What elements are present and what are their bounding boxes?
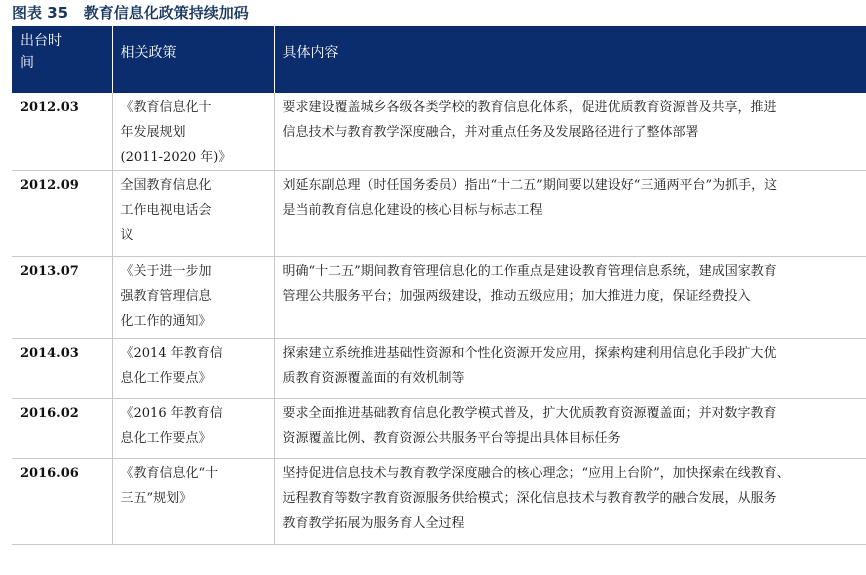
content-line: 要求全面推进基础教育信息化教学模式普及，扩大优质教育资源覆盖面；并对数字教育: [282, 406, 777, 421]
policy-line: 强教育管理信息: [120, 289, 212, 304]
table-row: [12, 459, 866, 545]
row-policy: [112, 399, 274, 459]
policy-line: 息化工作要点》: [120, 431, 212, 446]
row-policy: [112, 93, 274, 171]
content-line: 探索建立系统推进基础性资源和个性化资源开发应用，探索构建利用信息化手段扩大优: [282, 346, 777, 361]
header-time: [12, 26, 112, 93]
table-row: [12, 257, 866, 339]
row-content: [274, 459, 866, 545]
table-header-row: [12, 26, 866, 93]
row-policy: [112, 257, 274, 339]
policy-line: 工作电视电话会: [120, 203, 212, 218]
table-row: [12, 93, 866, 171]
table-row: [12, 339, 866, 399]
policy-line: (2011-2020 年)》: [120, 150, 232, 165]
header-content: 具体内容: [274, 26, 866, 93]
row-policy: [112, 459, 274, 545]
content-line: 要求建设覆盖城乡各级各类学校的教育信息化体系，促进优质教育资源普及共享，推进: [282, 100, 777, 115]
policy-line: 《2016 年教育信: [120, 406, 223, 421]
policy-line: 《2014 年教育信: [120, 346, 223, 361]
content-line: 教育教学拓展为服务育人全过程: [282, 516, 465, 531]
figure-label: 图表 35: [12, 4, 69, 22]
header-time-line1: 出台时: [20, 33, 62, 49]
figure-title: 教育信息化政策持续加码: [83, 4, 249, 22]
row-policy: [112, 339, 274, 399]
policy-line: 《教育信息化十: [120, 100, 212, 115]
row-date: 2016.02: [12, 399, 112, 459]
table-row: [12, 399, 866, 459]
figure-caption: [12, 2, 249, 24]
row-content: [274, 171, 866, 257]
row-policy: [112, 171, 274, 257]
content-line: 刘延东副总理（时任国务委员）指出“十二五”期间要以建设好“三通两平台”为抓手，这: [282, 178, 778, 193]
policy-line: 三五”规划》: [120, 491, 193, 506]
policy-line: 《教育信息化“十: [120, 466, 219, 481]
row-content: [274, 93, 866, 171]
row-date: 2014.03: [12, 339, 112, 399]
content-line: 是当前教育信息化建设的核心目标与标志工程: [282, 203, 543, 218]
content-line: 管理公共服务平台；加强两级建设，推动五级应用；加大推进力度，保证经费投入: [282, 289, 751, 304]
header-policy: 相关政策: [112, 26, 274, 93]
policy-table: [12, 26, 866, 545]
policy-line: 化工作的通知》: [120, 314, 212, 329]
content-line: 远程教育等数字教育资源服务供给模式；深化信息技术与教育教学的融合发展，从服务: [282, 491, 777, 506]
row-content: [274, 257, 866, 339]
content-line: 坚持促进信息技术与教育教学深度融合的核心理念；“应用上台阶”，加快探索在线教育、: [282, 466, 790, 481]
table-row: [12, 171, 866, 257]
content-line: 资源覆盖比例、教育资源公共服务平台等提出具体目标任务: [282, 431, 621, 446]
row-date: 2012.03: [12, 93, 112, 171]
row-date: 2016.06: [12, 459, 112, 545]
content-line: 信息技术与教育教学深度融合，并对重点任务及发展路径进行了整体部署: [282, 125, 699, 140]
header-time-line2: 间: [20, 55, 34, 71]
policy-line: 息化工作要点》: [120, 371, 212, 386]
policy-line: 《关于进一步加: [120, 264, 212, 279]
content-line: 明确“十二五”期间教育管理信息化的工作重点是建设教育管理信息系统，建成国家教育: [282, 264, 777, 279]
table-body: [12, 93, 866, 545]
row-date: 2013.07: [12, 257, 112, 339]
row-content: [274, 339, 866, 399]
policy-line: 年发展规划: [120, 125, 186, 140]
policy-line: 议: [120, 228, 134, 243]
row-content: [274, 399, 866, 459]
row-date: 2012.09: [12, 171, 112, 257]
policy-line: 全国教育信息化: [120, 178, 212, 193]
content-line: 质教育资源覆盖面的有效机制等: [282, 371, 465, 386]
